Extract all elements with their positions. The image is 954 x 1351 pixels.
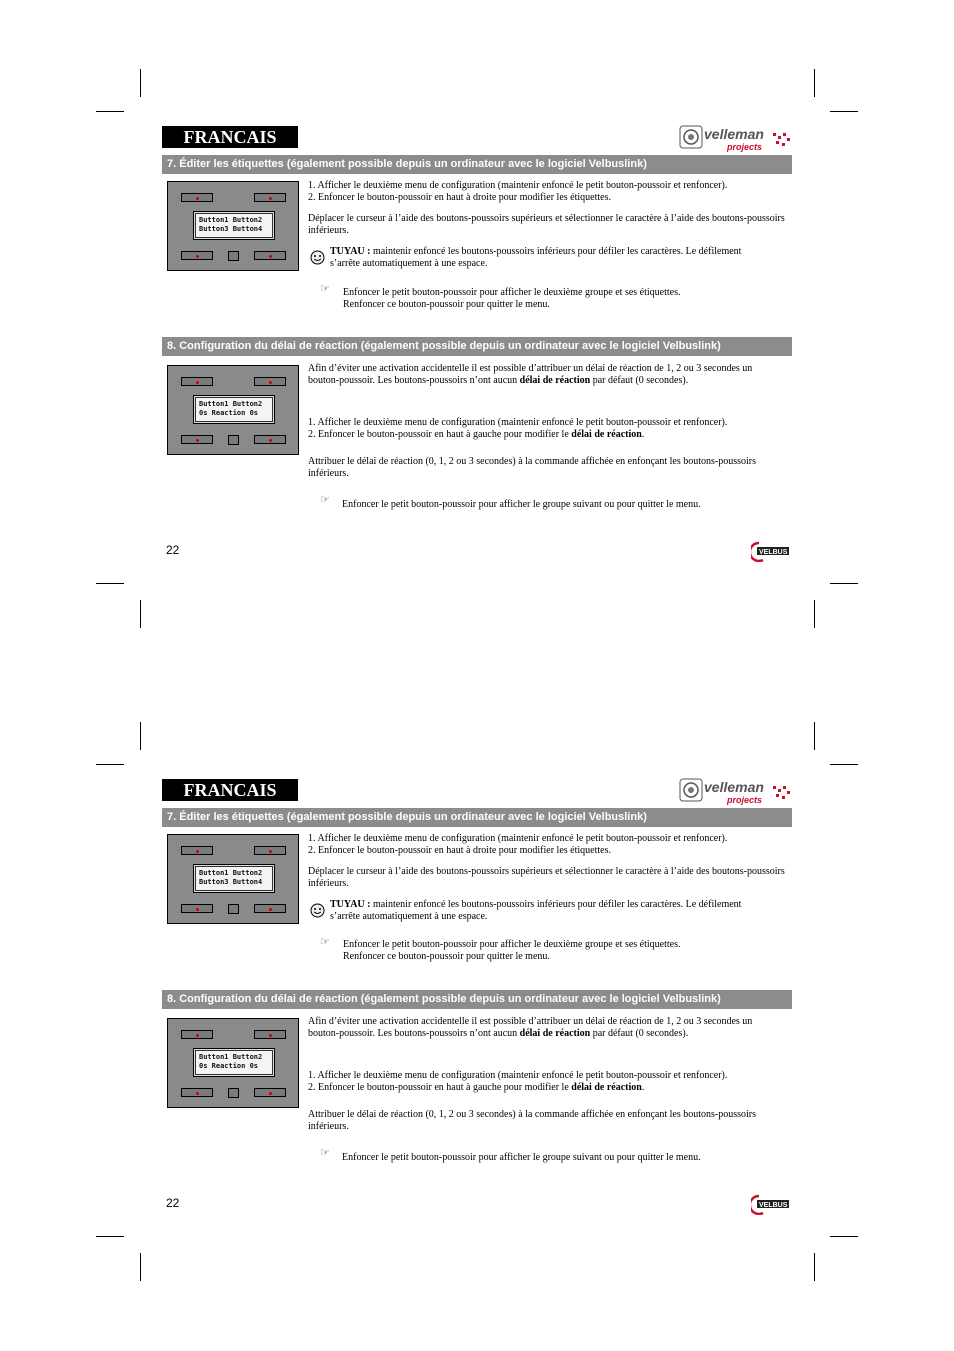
note-line-1: Enfoncer le petit bouton-poussoir pour afficher le deuxième groupe et ses étiquettes. <box>343 939 681 950</box>
small-push-button <box>228 251 239 261</box>
led-indicator <box>196 908 199 911</box>
small-push-button <box>228 435 239 445</box>
cursor-paragraph: Déplacer le curseur à l’aide des boutons-poussoirs supérieurs et sélectionner le caractère à l’aide des boutons-poussoirs inférieurs. <box>308 213 785 236</box>
section-7-body <box>308 833 788 890</box>
led-indicator <box>196 381 199 384</box>
note-line-2: Renfoncer ce bouton-poussoir pour quitter le menu. <box>343 299 550 310</box>
tip-text <box>330 899 770 923</box>
push-button <box>254 193 286 202</box>
led-indicator <box>196 1034 199 1037</box>
push-button <box>254 377 286 386</box>
svg-text:velleman: velleman <box>704 779 764 795</box>
tip-body: maintenir enfoncé les boutons-poussoirs inférieurs pour défiler les caractères. Le défilement s’arrête automatiquement à une espace. <box>330 899 742 922</box>
lcd-line-1: Button1 Button2 <box>199 400 263 408</box>
keypad-panel <box>167 181 299 271</box>
push-button <box>181 1088 213 1097</box>
section-8-steps <box>308 1070 788 1094</box>
led-indicator <box>196 439 199 442</box>
led-indicator <box>269 850 272 853</box>
lcd-line-2: Button3 Button4 <box>199 225 263 233</box>
push-button <box>181 377 213 386</box>
lcd-line-1: Button1 Button2 <box>199 1053 263 1061</box>
velleman-projects-logo <box>679 124 794 152</box>
lcd-display <box>193 1048 275 1077</box>
step-2-end: . <box>641 1082 645 1093</box>
push-button <box>254 904 286 913</box>
keypad-panel <box>167 365 299 455</box>
lcd-display <box>193 395 275 424</box>
lcd-line-2: 0s Reaction 0s <box>199 1062 259 1070</box>
led-indicator <box>196 850 199 853</box>
intro-bold: délai de réaction <box>519 1028 591 1039</box>
section-8-intro <box>308 1016 758 1040</box>
svg-text:projects: projects <box>727 142 763 152</box>
pointing-hand-icon: ☞ <box>320 493 330 506</box>
intro-text: Afin d’éviter une activation accidentelle il est possible d’attribuer un délai de réaction de 1, 2 ou 3 secondes un bouton-poussoir. Les boutons-poussoirs n’ont aucun <box>308 1016 753 1039</box>
tip-label: TUYAU : <box>330 899 371 910</box>
section-8-note: Enfoncer le petit bouton-poussoir pour afficher le groupe suivant ou pour quitter le menu. <box>342 499 701 510</box>
velbus-logo <box>751 1193 791 1215</box>
step-2: 2. Enfoncer le bouton-poussoir en haut à gauche pour modifier le <box>308 429 572 440</box>
led-indicator <box>269 439 272 442</box>
push-button <box>254 1088 286 1097</box>
manual-page <box>0 0 954 653</box>
step-2-bold: délai de réaction <box>571 1082 642 1093</box>
section-8-title: 8. Configuration du délai de réaction (également possible depuis un ordinateur avec le logiciel Velbuslink) <box>162 990 792 1009</box>
led-indicator <box>196 255 199 258</box>
svg-text:projects: projects <box>727 795 763 805</box>
section-8-para: Attribuer le délai de réaction (0, 1, 2 ou 3 secondes) à la commande affichée en enfonçant les boutons-poussoirs inférieurs. <box>308 456 756 479</box>
language-header: FRANCAIS <box>162 779 298 801</box>
tip-text <box>330 246 770 270</box>
cursor-paragraph: Déplacer le curseur à l’aide des boutons-poussoirs supérieurs et sélectionner le caractère à l’aide des boutons-poussoirs inférieurs. <box>308 866 785 889</box>
small-push-button <box>228 1088 239 1098</box>
led-indicator <box>269 1092 272 1095</box>
step-2: 2. Enfoncer le bouton-poussoir en haut à droite pour modifier les étiquettes. <box>308 845 611 856</box>
note-line-2: Renfoncer ce bouton-poussoir pour quitter le menu. <box>343 951 550 962</box>
push-button <box>181 435 213 444</box>
svg-text:velleman: velleman <box>704 126 764 142</box>
section-8-note: Enfoncer le petit bouton-poussoir pour afficher le groupe suivant ou pour quitter le menu. <box>342 1152 701 1163</box>
push-button <box>181 904 213 913</box>
intro-text: Afin d’éviter une activation accidentelle il est possible d’attribuer un délai de réaction de 1, 2 ou 3 secondes un bouton-poussoir. Les boutons-poussoirs n’ont aucun <box>308 363 753 386</box>
section-8-title: 8. Configuration du délai de réaction (également possible depuis un ordinateur avec le logiciel Velbuslink) <box>162 337 792 356</box>
push-button <box>181 846 213 855</box>
led-indicator <box>269 1034 272 1037</box>
step-1: 1. Afficher le deuxième menu de configuration (maintenir enfoncé le petit bouton-poussoir et renfoncer). <box>308 833 728 844</box>
section-7-title: 7. Éditer les étiquettes (également possible depuis un ordinateur avec le logiciel Velbuslink) <box>162 808 792 827</box>
svg-text:VELBUS: VELBUS <box>759 1202 788 1209</box>
push-button <box>181 193 213 202</box>
keypad-panel <box>167 834 299 924</box>
manual-page <box>0 653 954 1306</box>
lcd-line-2: 0s Reaction 0s <box>199 409 259 417</box>
intro-text-end: par défaut (0 secondes). <box>590 1028 689 1039</box>
led-indicator <box>196 1092 199 1095</box>
note-line-1: Enfoncer le petit bouton-poussoir pour afficher le deuxième groupe et ses étiquettes. <box>343 287 681 298</box>
intro-bold: délai de réaction <box>519 375 591 386</box>
led-indicator <box>196 197 199 200</box>
lcd-display <box>193 211 275 240</box>
smiley-icon <box>310 250 325 265</box>
led-indicator <box>269 255 272 258</box>
step-2: 2. Enfoncer le bouton-poussoir en haut à droite pour modifier les étiquettes. <box>308 192 611 203</box>
section-8-intro <box>308 363 758 387</box>
push-button <box>254 1030 286 1039</box>
pointing-hand-icon: ☞ <box>320 282 330 295</box>
push-button <box>254 435 286 444</box>
page-number: 22 <box>166 543 180 557</box>
pointing-hand-icon: ☞ <box>320 1146 330 1159</box>
step-1: 1. Afficher le deuxième menu de configuration (maintenir enfoncé le petit bouton-poussoir et renfoncer). <box>308 417 728 428</box>
intro-text-end: par défaut (0 secondes). <box>590 375 689 386</box>
section-8-steps <box>308 417 788 441</box>
push-button <box>254 846 286 855</box>
lcd-line-1: Button1 Button2 <box>199 869 263 877</box>
step-2-end: . <box>641 429 645 440</box>
push-button <box>181 251 213 260</box>
section-7-note <box>343 939 763 963</box>
step-1: 1. Afficher le deuxième menu de configuration (maintenir enfoncé le petit bouton-poussoir et renfoncer). <box>308 1070 728 1081</box>
tip-body: maintenir enfoncé les boutons-poussoirs inférieurs pour défiler les caractères. Le défilement s’arrête automatiquement à une espace. <box>330 246 742 269</box>
language-header: FRANCAIS <box>162 126 298 148</box>
led-indicator <box>269 381 272 384</box>
small-push-button <box>228 904 239 914</box>
velleman-projects-logo <box>679 777 794 805</box>
lcd-line-2: Button3 Button4 <box>199 878 263 886</box>
lcd-line-1: Button1 Button2 <box>199 216 263 224</box>
velbus-logo <box>751 540 791 562</box>
section-7-body <box>308 180 788 237</box>
section-7-note <box>343 287 763 311</box>
step-2-bold: délai de réaction <box>571 429 642 440</box>
lcd-display <box>193 864 275 893</box>
led-indicator <box>269 197 272 200</box>
push-button <box>181 1030 213 1039</box>
page-number: 22 <box>166 1196 180 1210</box>
step-2: 2. Enfoncer le bouton-poussoir en haut à gauche pour modifier le <box>308 1082 572 1093</box>
svg-text:VELBUS: VELBUS <box>759 549 788 556</box>
smiley-icon <box>310 903 325 918</box>
tip-label: TUYAU : <box>330 246 371 257</box>
section-8-para: Attribuer le délai de réaction (0, 1, 2 ou 3 secondes) à la commande affichée en enfonçant les boutons-poussoirs inférieurs. <box>308 1109 756 1132</box>
led-indicator <box>269 908 272 911</box>
section-7-title: 7. Éditer les étiquettes (également possible depuis un ordinateur avec le logiciel Velbuslink) <box>162 155 792 174</box>
step-1: 1. Afficher le deuxième menu de configuration (maintenir enfoncé le petit bouton-poussoir et renfoncer). <box>308 180 728 191</box>
pointing-hand-icon: ☞ <box>320 935 330 948</box>
keypad-panel <box>167 1018 299 1108</box>
push-button <box>254 251 286 260</box>
